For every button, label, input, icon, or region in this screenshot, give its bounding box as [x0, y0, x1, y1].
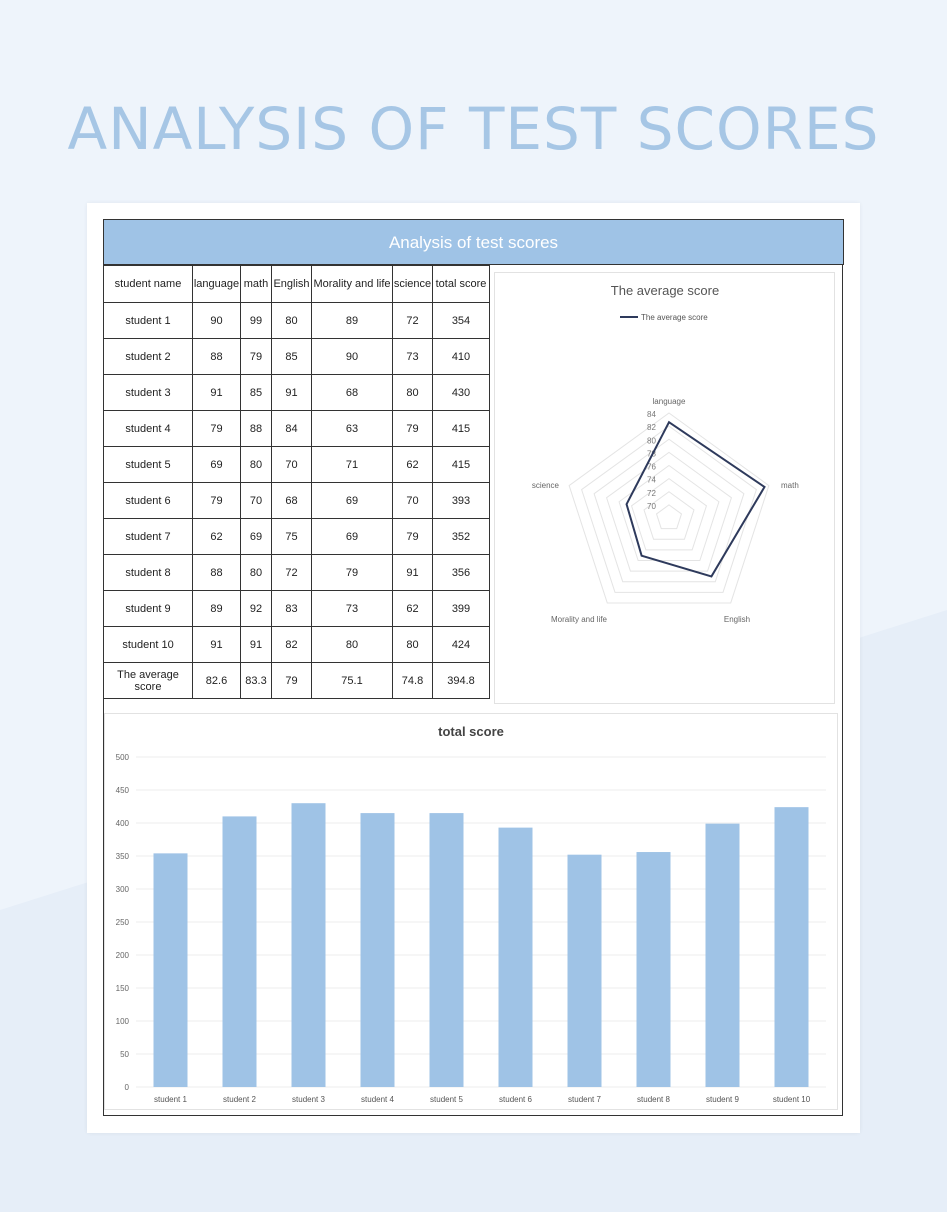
radar-tick-label: 84 — [647, 410, 656, 419]
table-cell: 356 — [433, 555, 490, 591]
table-cell: 79 — [241, 339, 272, 375]
table-cell: 69 — [193, 447, 241, 483]
table-cell: 62 — [393, 447, 433, 483]
table-cell: 80 — [272, 303, 312, 339]
radar-tick-label: 80 — [647, 436, 656, 446]
y-tick-label: 0 — [124, 1083, 129, 1092]
table-cell: 79 — [193, 411, 241, 447]
radar-axis-label: science — [531, 481, 559, 490]
x-tick-label: student 4 — [361, 1095, 394, 1104]
column-header: language — [193, 266, 241, 303]
table-row — [104, 627, 490, 663]
table-cell: 410 — [433, 339, 490, 375]
table-cell: 90 — [193, 303, 241, 339]
table-cell: student 5 — [104, 447, 193, 483]
table-cell: 62 — [393, 591, 433, 627]
table-cell: 68 — [272, 483, 312, 519]
radar-tick-label: 72 — [647, 488, 656, 498]
radar-tick-label: 76 — [647, 462, 656, 472]
table-cell: 70 — [393, 483, 433, 519]
table-cell: student 8 — [104, 555, 193, 591]
bar — [568, 855, 602, 1087]
table-cell: 394.8 — [433, 663, 490, 699]
table-cell: student 4 — [104, 411, 193, 447]
table-cell: 68 — [312, 375, 393, 411]
table-cell: 83 — [272, 591, 312, 627]
radar-gridline — [644, 492, 694, 539]
table-cell: 74.8 — [393, 663, 433, 699]
table-row — [104, 483, 490, 519]
radar-title: The average score — [610, 283, 720, 298]
radar-axis-label: math — [781, 481, 799, 490]
table-cell: 88 — [193, 339, 241, 375]
table-cell: 75 — [272, 519, 312, 555]
radar-tick-label: 82 — [647, 423, 656, 433]
table-cell: 79 — [193, 483, 241, 519]
table-cell: 91 — [393, 555, 433, 591]
table-cell: 79 — [272, 663, 312, 699]
table-cell: 83.3 — [241, 663, 272, 699]
y-tick-label: 300 — [115, 885, 129, 894]
table-cell: 89 — [312, 303, 393, 339]
bar — [499, 828, 533, 1087]
radar-point — [711, 576, 712, 577]
x-tick-label: student 10 — [772, 1095, 811, 1104]
table-cell: 85 — [241, 375, 272, 411]
table-cell: 80 — [241, 447, 272, 483]
table-cell: 354 — [433, 303, 490, 339]
x-tick-label: student 9 — [706, 1095, 739, 1104]
x-tick-label: student 1 — [154, 1095, 187, 1104]
table-cell: 79 — [312, 555, 393, 591]
radar-gridline — [607, 452, 732, 571]
bar — [637, 852, 671, 1087]
table-row — [104, 375, 490, 411]
table-row — [104, 339, 490, 375]
table-cell: 91 — [193, 375, 241, 411]
y-tick-label: 500 — [115, 753, 129, 762]
column-header: Morality and life — [312, 266, 393, 303]
radar-chart — [495, 273, 836, 705]
table-cell: 393 — [433, 483, 490, 519]
table-cell: student 9 — [104, 591, 193, 627]
table-cell: student 7 — [104, 519, 193, 555]
scores-table — [103, 265, 490, 699]
legend-label: The average score — [641, 313, 708, 322]
bar — [154, 853, 188, 1087]
table-cell: 85 — [272, 339, 312, 375]
table-cell: 80 — [312, 627, 393, 663]
radar-point — [669, 422, 670, 423]
radar-point — [641, 555, 642, 556]
radar-axis-label: language — [652, 397, 686, 406]
bar — [361, 813, 395, 1087]
radar-tick-label: 74 — [647, 475, 656, 485]
bar — [775, 807, 809, 1087]
bar-chart-panel — [104, 713, 838, 1110]
table-cell: 70 — [272, 447, 312, 483]
bar-chart — [105, 714, 839, 1111]
radar-tick-label: 70 — [647, 501, 656, 511]
table-cell: 63 — [312, 411, 393, 447]
table-cell: 99 — [241, 303, 272, 339]
y-tick-label: 350 — [115, 852, 129, 861]
table-cell: 62 — [193, 519, 241, 555]
table-cell: 69 — [312, 519, 393, 555]
x-tick-label: student 2 — [223, 1095, 256, 1104]
radar-axis-label: English — [723, 615, 751, 624]
table-cell: 69 — [312, 483, 393, 519]
table-cell: 80 — [393, 627, 433, 663]
table-cell: 430 — [433, 375, 490, 411]
radar-gridline — [582, 426, 757, 592]
y-tick-label: 50 — [120, 1050, 129, 1059]
radar-gridline — [657, 505, 682, 529]
column-header: English — [272, 266, 312, 303]
bar — [292, 803, 326, 1087]
table-cell: student 1 — [104, 303, 193, 339]
table-cell: 70 — [241, 483, 272, 519]
y-tick-label: 400 — [115, 819, 129, 828]
x-tick-label: student 6 — [499, 1095, 532, 1104]
radar-point — [626, 504, 627, 505]
table-cell: 71 — [312, 447, 393, 483]
table-cell: 80 — [393, 375, 433, 411]
table-row — [104, 411, 490, 447]
table-cell: 424 — [433, 627, 490, 663]
table-cell: The average score — [104, 663, 193, 699]
x-tick-label: student 3 — [292, 1095, 325, 1104]
table-cell: 72 — [272, 555, 312, 591]
table-cell: 88 — [241, 411, 272, 447]
column-header: math — [241, 266, 272, 303]
x-tick-label: student 7 — [568, 1095, 601, 1104]
table-cell: student 2 — [104, 339, 193, 375]
table-row — [104, 555, 490, 591]
column-header: total score — [433, 266, 490, 303]
radar-axis-label: Morality and life — [550, 615, 608, 624]
bar-chart-title: total score — [438, 724, 504, 739]
bar — [223, 816, 257, 1087]
bar — [706, 824, 740, 1087]
table-header-row — [104, 266, 490, 303]
y-tick-label: 200 — [115, 951, 129, 960]
table-cell: 91 — [193, 627, 241, 663]
table-cell: 82.6 — [193, 663, 241, 699]
table-cell: 73 — [312, 591, 393, 627]
x-tick-label: student 8 — [637, 1095, 670, 1104]
sheet-title: Analysis of test scores — [103, 219, 844, 265]
table-cell: 79 — [393, 411, 433, 447]
y-tick-label: 100 — [115, 1017, 129, 1026]
page-title: ANALYSIS OF TEST SCORES — [67, 95, 880, 163]
table-row — [104, 591, 490, 627]
table-cell: 415 — [433, 447, 490, 483]
column-header: student name — [104, 266, 193, 303]
radar-tick-label: 78 — [647, 449, 656, 459]
x-tick-label: student 5 — [430, 1095, 463, 1104]
table-cell: student 10 — [104, 627, 193, 663]
table-cell: 73 — [393, 339, 433, 375]
table-cell: 91 — [272, 375, 312, 411]
table-cell: 88 — [193, 555, 241, 591]
column-header: science — [393, 266, 433, 303]
table-cell: 90 — [312, 339, 393, 375]
table-cell: 415 — [433, 411, 490, 447]
table-cell: 352 — [433, 519, 490, 555]
table-cell: 75.1 — [312, 663, 393, 699]
table-cell: 82 — [272, 627, 312, 663]
radar-chart-panel — [494, 272, 835, 704]
table-row — [104, 447, 490, 483]
y-tick-label: 250 — [115, 918, 129, 927]
table-cell: 92 — [241, 591, 272, 627]
table-cell: 80 — [241, 555, 272, 591]
table-cell: 399 — [433, 591, 490, 627]
table-cell: 69 — [241, 519, 272, 555]
table-cell: student 6 — [104, 483, 193, 519]
table-cell: 91 — [241, 627, 272, 663]
radar-point — [764, 486, 765, 487]
table-cell: 79 — [393, 519, 433, 555]
table-row — [104, 663, 490, 699]
table-cell: student 3 — [104, 375, 193, 411]
bar — [430, 813, 464, 1087]
table-cell: 72 — [393, 303, 433, 339]
table-row — [104, 519, 490, 555]
table-cell: 89 — [193, 591, 241, 627]
y-tick-label: 450 — [115, 786, 129, 795]
table-row — [104, 303, 490, 339]
y-tick-label: 150 — [115, 984, 129, 993]
table-cell: 84 — [272, 411, 312, 447]
